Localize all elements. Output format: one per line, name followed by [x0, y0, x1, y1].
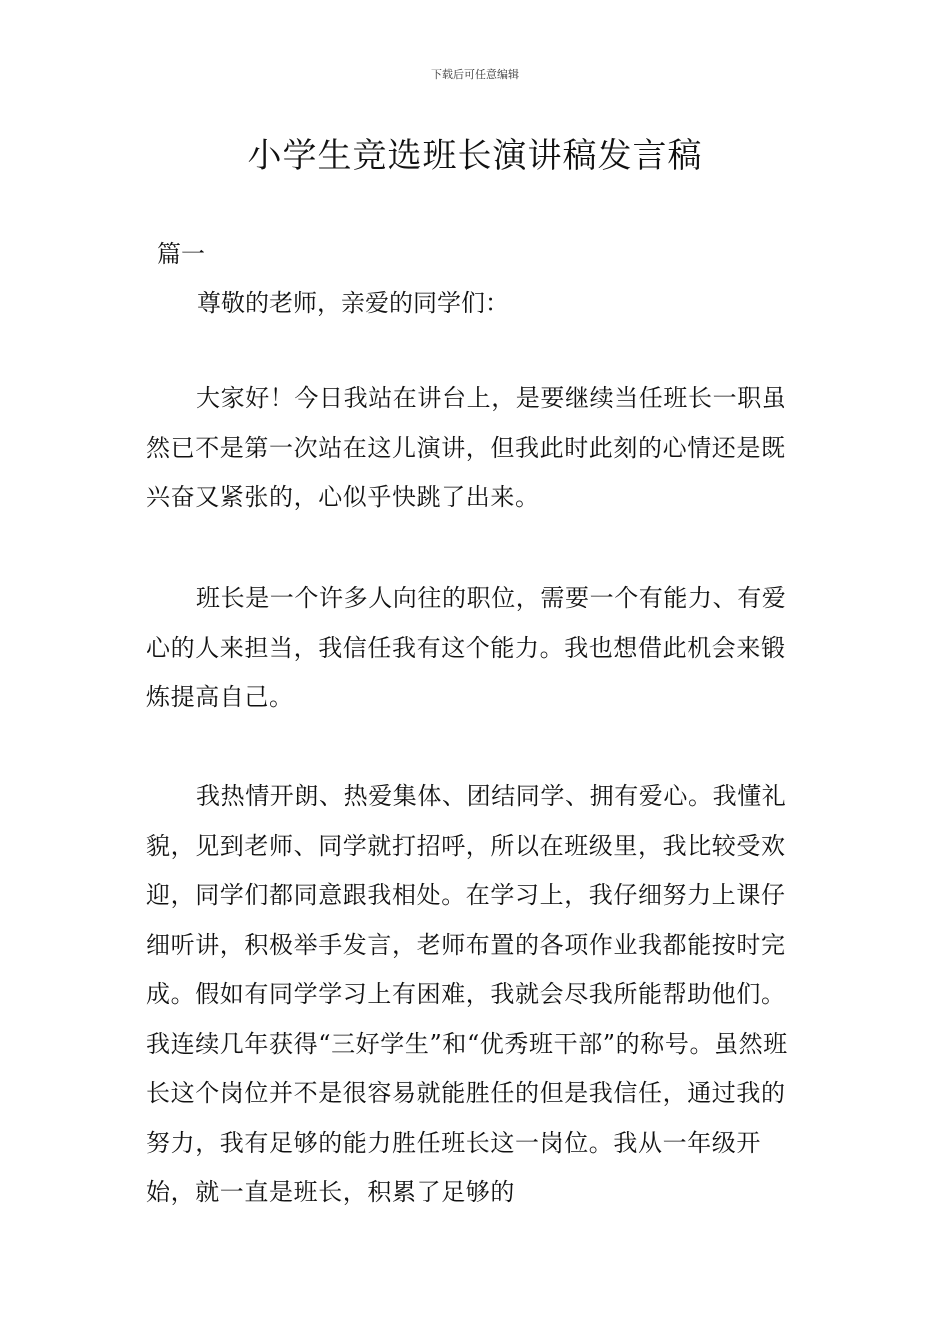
section-label: 篇一 [157, 240, 205, 268]
paragraph-1: 大家好！今日我站在讲台上，是要继续当任班长一职虽然已不是第一次站在这儿演讲，但我此时此刻的心情还是既兴奋又紧张的，心似乎快跳了出来。 [146, 384, 787, 511]
document-title: 小学生竞选班长演讲稿发言稿 [247, 136, 703, 176]
header-note: 下载后可任意编辑 [431, 68, 519, 81]
salutation: 尊敬的老师，亲爱的同学们： [197, 289, 509, 317]
paragraph-2: 班长是一个许多人向往的职位，需要一个有能力、有爱心的人来担当，我信任我有这个能力。我也想借此机会来锻炼提高自己。 [146, 584, 787, 711]
paragraph-3: 我热情开朗、热爱集体、团结同学、拥有爱心。我懂礼貌，见到老师、同学就打招呼，所以在班级里，我比较受欢迎，同学们都同意跟我相处。在学习上，我仔细努力上课仔细听讲，积极举手发言，老师布置的各项作业我都能按时完成。假如有同学学习上有困难，我就会尽我所能帮助他们。我连续几年获得“三好学生”和“优秀班干部”的称号。虽然班长这个岗位并不是很容易就能胜任的但是我信任，通过我的努力，我有足够的能力胜任班长这一岗位。我从一年级开始，就一直是班长，积累了足够的 [146, 782, 788, 1206]
